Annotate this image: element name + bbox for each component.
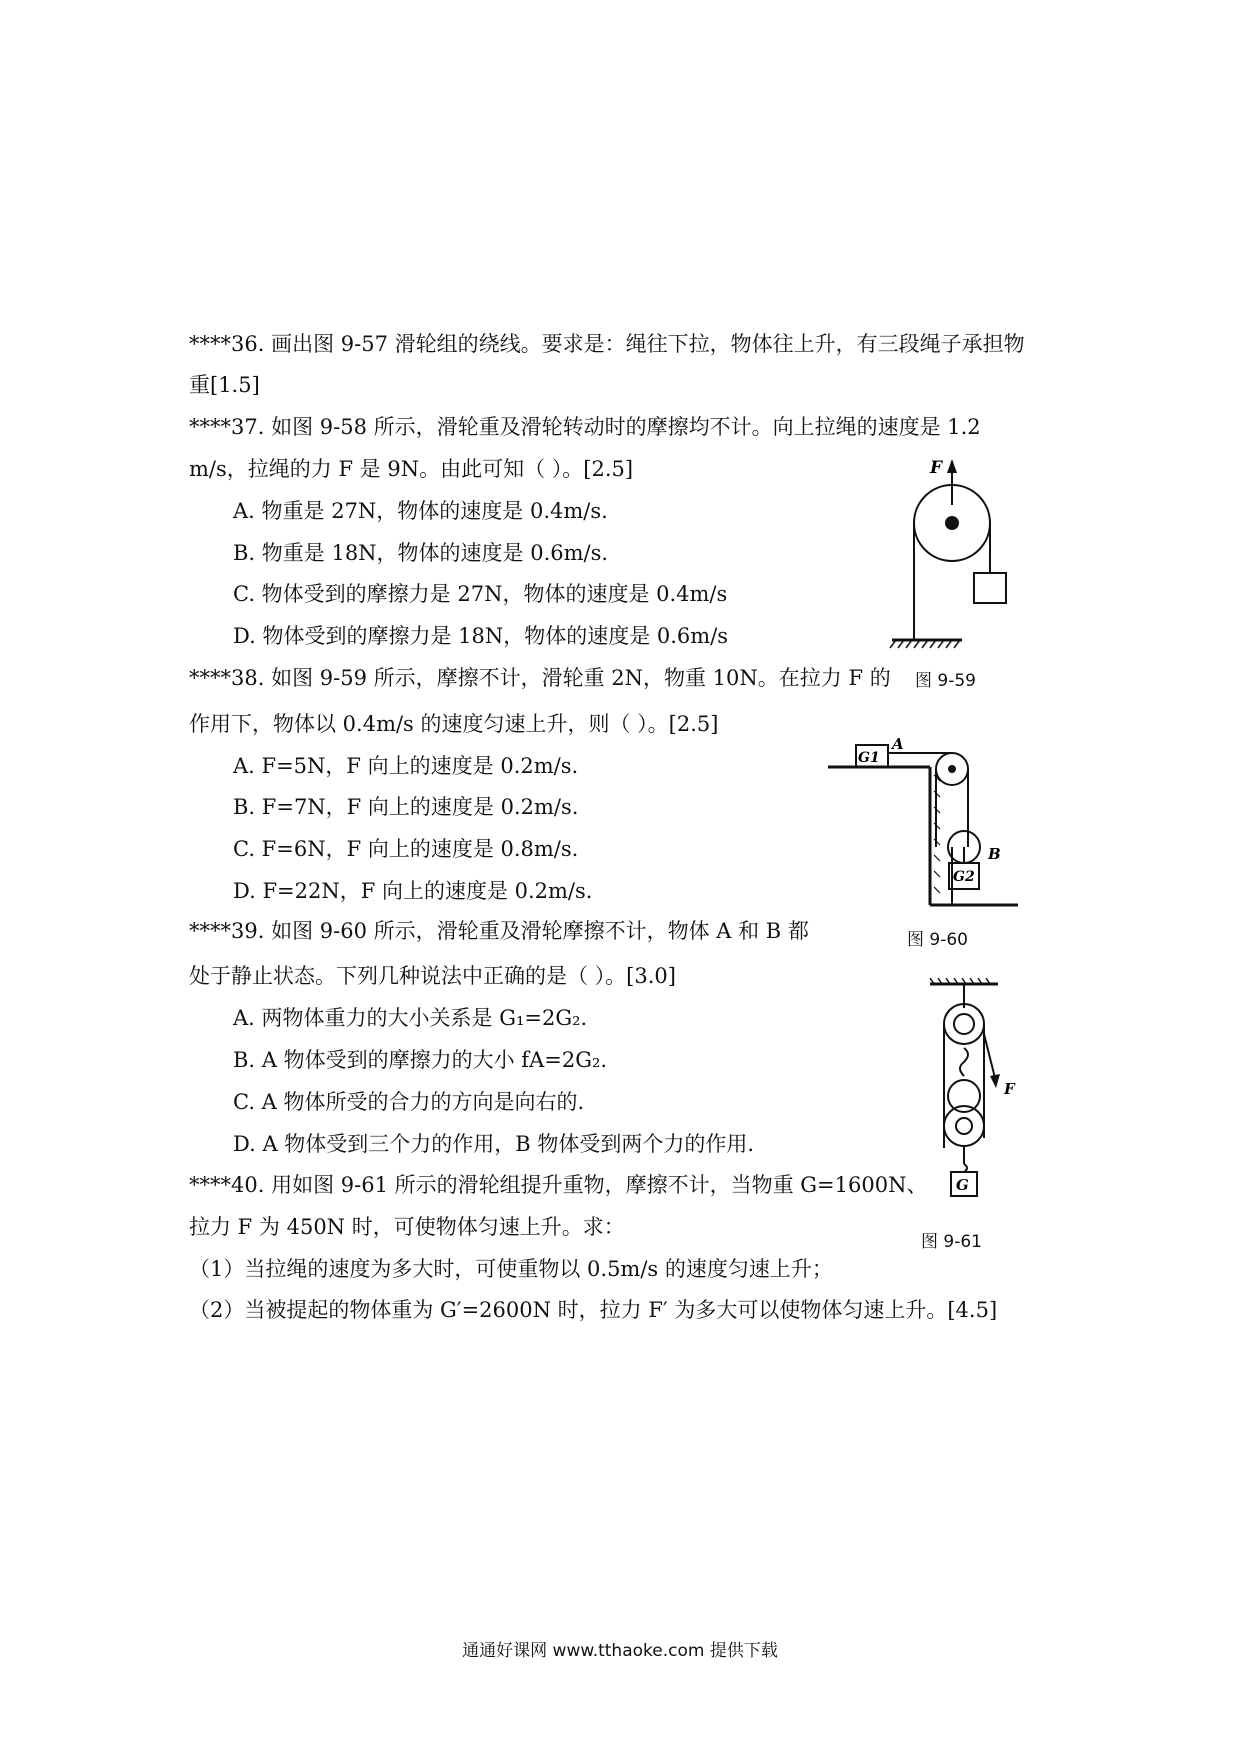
fig60-a-label: A — [892, 735, 904, 753]
q38-option-d: D. F=22N，F 向上的速度是 0.2m/s. — [233, 879, 593, 903]
q38-line2: 作用下，物体以 0.4m/s 的速度匀速上升，则（ ）。[2.5] — [189, 712, 719, 736]
q39-option-b: B. A 物体受到的摩擦力的大小 fA=2G₂. — [233, 1048, 608, 1072]
q37-option-c: C. 物体受到的摩擦力是 27N，物体的速度是 0.4m/s — [233, 582, 728, 606]
q38-option-b: B. F=7N，F 向上的速度是 0.2m/s. — [233, 795, 579, 819]
q38-option-c: C. F=6N，F 向上的速度是 0.8m/s. — [233, 837, 579, 861]
footer-text: 通通好课网 www.tthaoke.com 提供下载 — [462, 1641, 778, 1661]
q40-part-2: （2）当被提起的物体重为 G′=2600N 时，拉力 F′ 为多大可以使物体匀速上升。[4.5] — [189, 1298, 998, 1322]
q39-line2: 处于静止状态。下列几种说法中正确的是（ ）。[3.0] — [189, 964, 676, 988]
fig61-g-label: G — [956, 1176, 969, 1194]
q37-option-a: A. 物重是 27N，物体的速度是 0.4m/s. — [233, 499, 608, 523]
q37-option-d: D. 物体受到的摩擦力是 18N，物体的速度是 0.6m/s — [233, 624, 729, 648]
q39-option-d: D. A 物体受到三个力的作用，B 物体受到两个力的作用. — [233, 1132, 755, 1156]
q38-line1: ****38. 如图 9-59 所示，摩擦不计，滑轮重 2N，物重 10N。在拉力 F 的 — [189, 666, 891, 690]
fig59-caption: 图 9-59 — [915, 671, 976, 691]
q40-part-1: （1）当拉绳的速度为多大时，可使重物以 0.5m/s 的速度匀速上升； — [189, 1257, 833, 1281]
figure-9-61 — [920, 978, 1025, 1210]
q40-line2: 拉力 F 为 450N 时，可使物体匀速上升。求： — [189, 1215, 625, 1239]
q40-line1: ****40. 用如图 9-61 所示的滑轮组提升重物，摩擦不计，当物重 G=1600N、 — [189, 1173, 928, 1197]
q39-option-a: A. 两物体重力的大小关系是 G₁=2G₂. — [233, 1006, 588, 1030]
fig60-g2-label: G2 — [953, 869, 975, 885]
fig59-force-label: F — [930, 458, 943, 478]
q37-option-b: B. 物重是 18N，物体的速度是 0.6m/s. — [233, 541, 609, 565]
figure-9-60 — [828, 735, 1018, 910]
q36-line1: ****36. 画出图 9-57 滑轮组的绕线。要求是：绳往下拉，物体往上升，有三段绳子承担物 — [189, 332, 1025, 356]
fig61-force-label: F — [1004, 1080, 1015, 1098]
fig60-b-label: B — [988, 845, 1001, 863]
q37-line2: m/s，拉绳的力 F 是 9N。由此可知（ ）。[2.5] — [189, 457, 634, 481]
fig61-caption: 图 9-61 — [921, 1232, 982, 1252]
fig60-caption: 图 9-60 — [907, 930, 968, 950]
q36-line2: 重[1.5] — [189, 373, 260, 397]
figure-9-59 — [880, 455, 1020, 655]
q39-line1: ****39. 如图 9-60 所示，滑轮重及滑轮摩擦不计，物体 A 和 B 都 — [189, 919, 809, 943]
q38-option-a: A. F=5N，F 向上的速度是 0.2m/s. — [233, 754, 579, 778]
q39-option-c: C. A 物体所受的合力的方向是向右的. — [233, 1090, 585, 1114]
fig60-g1-label: G1 — [858, 750, 880, 766]
q37-line1: ****37. 如图 9-58 所示，滑轮重及滑轮转动时的摩擦均不计。向上拉绳的速度是 1.2 — [189, 415, 981, 439]
